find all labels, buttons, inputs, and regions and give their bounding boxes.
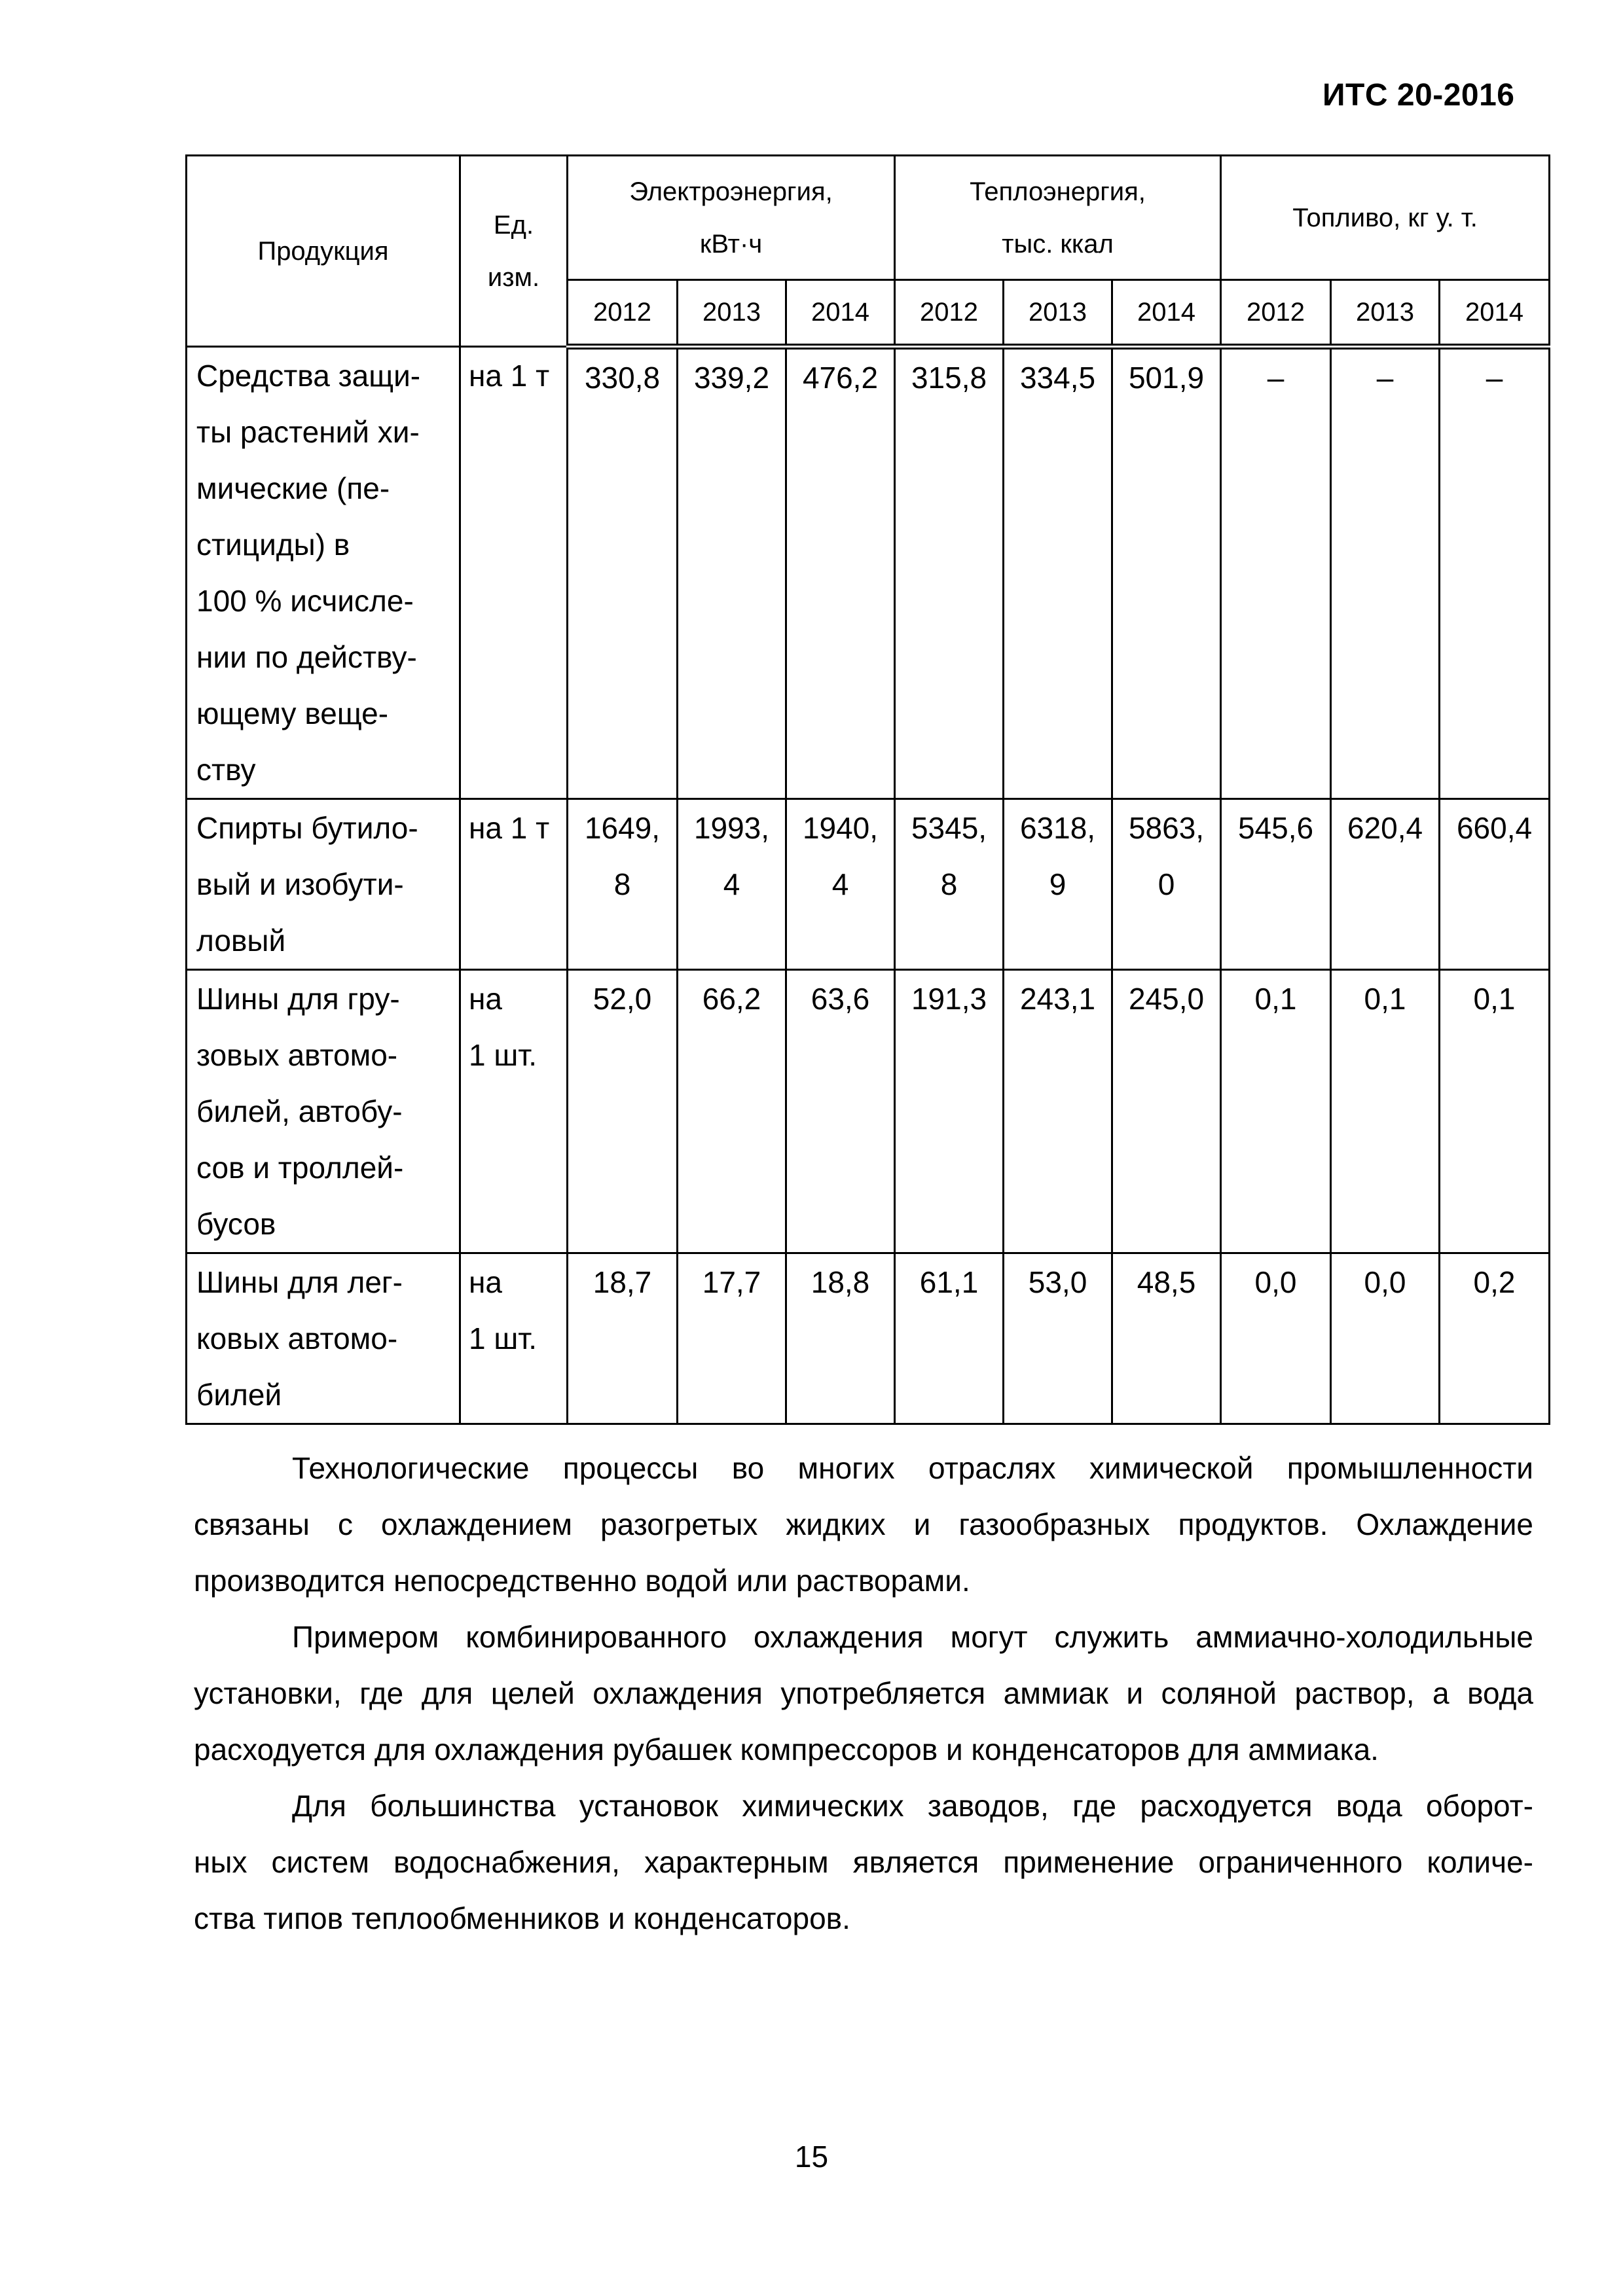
paragraph [194,1609,1533,1778]
page-number: 15 [794,2140,829,2174]
unit-cell: на 1 шт. [460,970,568,1253]
product-cell: Шины для лег- ковых автомо- билей [187,1253,460,1424]
paragraph-line: ства типов теплообменников и конденсаторов. [194,1901,850,1935]
value-cell: 1940, 4 [786,799,895,970]
value-cell: – [1331,347,1440,799]
value-cell: 6318, 9 [1004,799,1112,970]
value-cell: – [1440,347,1550,799]
header-electricity: Электроэнергия, кВт·ч [568,156,895,280]
table-body [187,347,1550,1424]
year-header: 2012 [895,280,1004,347]
value-cell: 1649, 8 [568,799,678,970]
unit-cell: на 1 шт. [460,1253,568,1424]
paragraph-line: Технологические процессы во многих отраслях химической промышленности [292,1451,1533,1485]
year-header: 2013 [1331,280,1440,347]
value-cell: 330,8 [568,347,678,799]
year-header: 2013 [678,280,786,347]
value-cell: 0,0 [1331,1253,1440,1424]
paragraph-line: Примером комбинированного охлаждения могут служить аммиачно-холодильные [292,1620,1533,1654]
year-header: 2014 [786,280,895,347]
paragraph-line: связаны с охлаждением разогретых жидких и газообразных продуктов. Охлаждение [194,1507,1533,1541]
paragraph-line: ных систем водоснабжения, характерным является применение ограниченного количе- [194,1845,1533,1879]
value-cell: 18,7 [568,1253,678,1424]
header-fuel: Топливо, кг у. т. [1221,156,1550,280]
value-cell: 0,1 [1331,970,1440,1253]
paragraph [194,1440,1533,1609]
value-cell: 243,1 [1004,970,1112,1253]
value-cell: 63,6 [786,970,895,1253]
unit-cell: на 1 т [460,347,568,799]
value-cell: 0,1 [1221,970,1331,1253]
value-cell: 1993, 4 [678,799,786,970]
header-unit: Ед. изм. [460,156,568,347]
paragraph-line: Для большинства установок химических заводов, где расходуется вода оборот- [292,1789,1533,1823]
table-row [187,347,1550,799]
body-text [194,1440,1533,1946]
year-header: 2014 [1440,280,1550,347]
value-cell: 620,4 [1331,799,1440,970]
value-cell: 52,0 [568,970,678,1253]
year-header: 2012 [1221,280,1331,347]
table-row [187,1253,1550,1424]
value-cell: 0,1 [1440,970,1550,1253]
value-cell: 660,4 [1440,799,1550,970]
unit-cell: на 1 т [460,799,568,970]
value-cell: 61,1 [895,1253,1004,1424]
value-cell: 339,2 [678,347,786,799]
value-cell: – [1221,347,1331,799]
value-cell: 5863, 0 [1112,799,1221,970]
value-cell: 191,3 [895,970,1004,1253]
value-cell: 18,8 [786,1253,895,1424]
value-cell: 53,0 [1004,1253,1112,1424]
year-header: 2014 [1112,280,1221,347]
value-cell: 245,0 [1112,970,1221,1253]
value-cell: 334,5 [1004,347,1112,799]
paragraph-line: расходуется для охлаждения рубашек компрессоров и конденсаторов для аммиака. [194,1732,1379,1767]
value-cell: 5345, 8 [895,799,1004,970]
value-cell: 66,2 [678,970,786,1253]
energy-consumption-table [185,154,1550,1425]
value-cell: 501,9 [1112,347,1221,799]
value-cell: 476,2 [786,347,895,799]
header-heat: Теплоэнергия, тыс. ккал [895,156,1221,280]
product-cell: Средства защи- ты растений хи- мические (пе- стициды) в 100 % исчисле- нии по действу- ющему веще- ству [187,347,460,799]
paragraph-line: производится непосредственно водой или растворами. [194,1564,970,1598]
paragraph-line: установки, где для целей охлаждения употребляется аммиак и соляной раствор, а вода [194,1676,1533,1710]
paragraph [194,1778,1533,1946]
value-cell: 545,6 [1221,799,1331,970]
value-cell: 0,2 [1440,1253,1550,1424]
product-cell: Спирты бутило- вый и изобути- ловый [187,799,460,970]
table-row [187,799,1550,970]
value-cell: 315,8 [895,347,1004,799]
product-cell: Шины для гру- зовых автомо- билей, автобу- сов и троллей- бусов [187,970,460,1253]
value-cell: 0,0 [1221,1253,1331,1424]
document-code: ИТС 20-2016 [1322,78,1515,113]
value-cell: 17,7 [678,1253,786,1424]
table-row [187,970,1550,1253]
header-product: Продукция [187,156,460,347]
year-header: 2013 [1004,280,1112,347]
value-cell: 48,5 [1112,1253,1221,1424]
year-header: 2012 [568,280,678,347]
